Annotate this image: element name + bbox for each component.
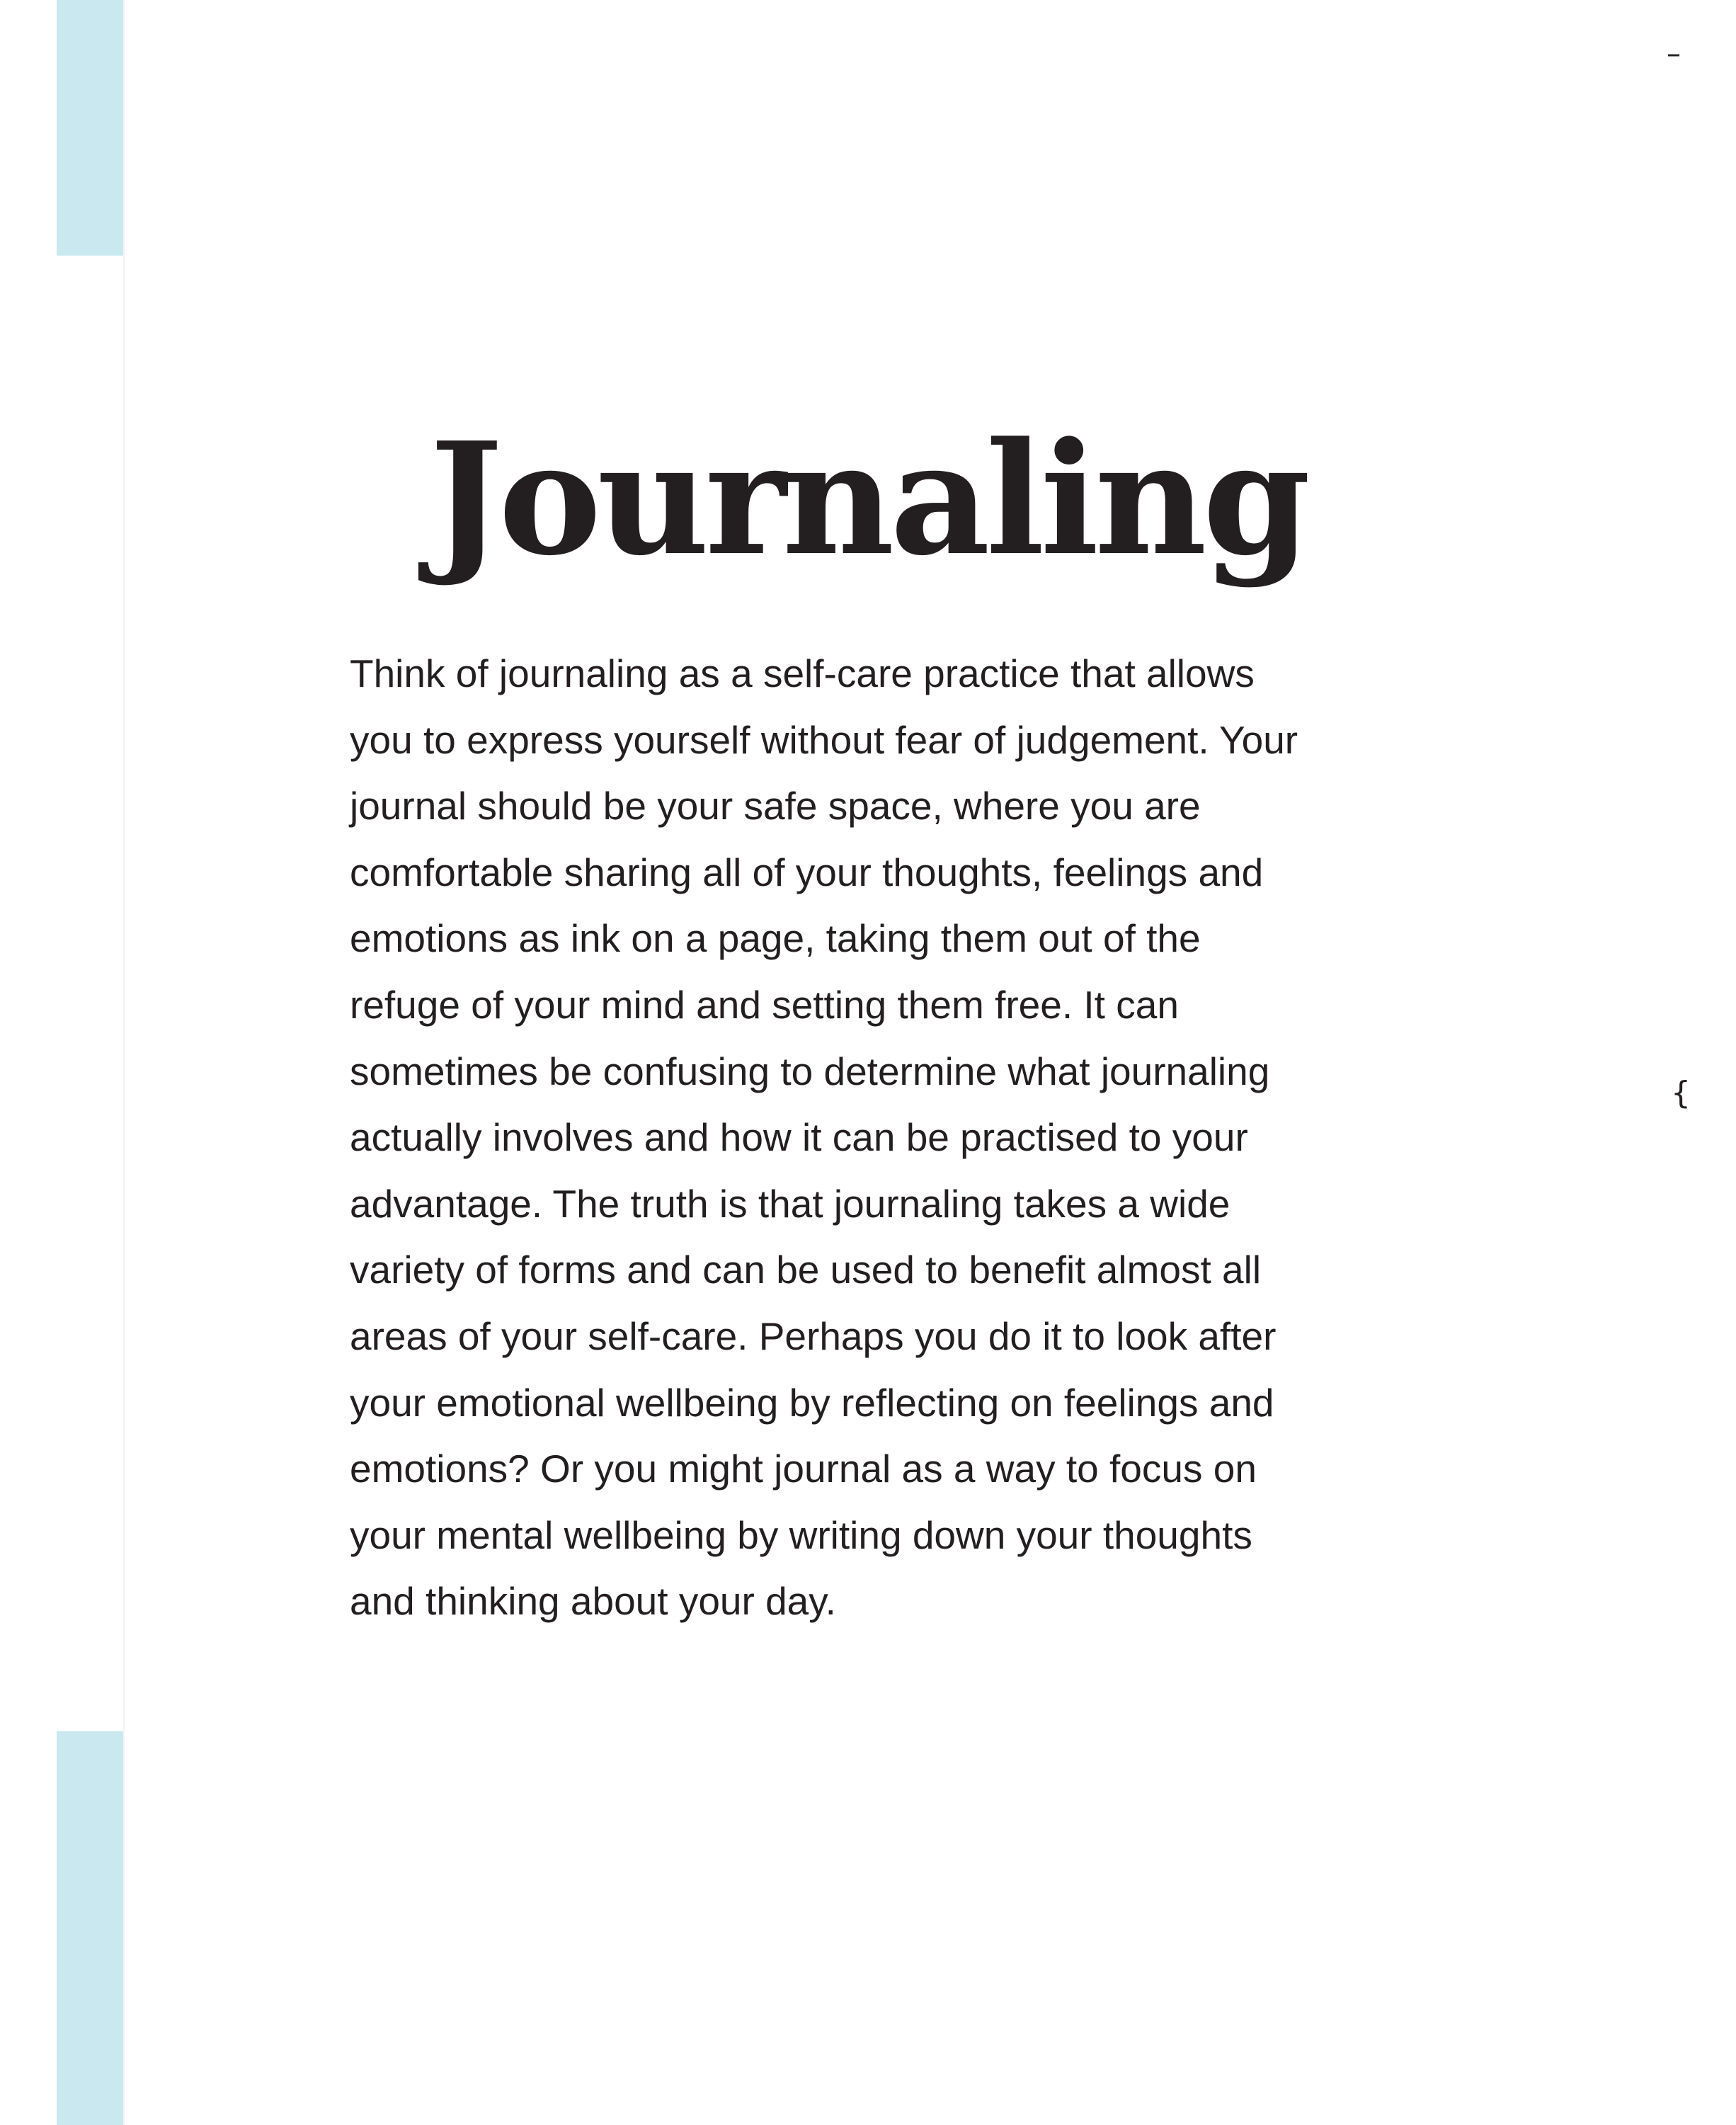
edge-brace-mark: { [1671,1075,1691,1111]
body-line: actually involves and how it can be practised to your [350,1115,1248,1160]
body-paragraph [350,641,1454,1635]
body-line: emotions? Or you might journal as a way to focus on [350,1447,1257,1491]
body-line: areas of your self-care. Perhaps you do it to look after [350,1314,1277,1358]
body-line: you to express yourself without fear of judgement. Your [350,717,1298,762]
accent-bar-bottom [57,1731,123,2125]
body-line: comfortable sharing all of your thoughts, feelings and [350,850,1264,894]
body-line: variety of forms and can be used to benefit almost all [350,1248,1262,1292]
body-line: journal should be your safe space, where you are [350,784,1201,828]
body-line: advantage. The truth is that journaling takes a wide [350,1181,1230,1226]
page-gutter-line [123,0,125,2125]
body-line: refuge of your mind and setting them free. It can [350,982,1179,1027]
accent-bar-top [57,0,123,256]
body-line: and thinking about your day. [350,1579,836,1624]
body-line: sometimes be confusing to determine what journaling [350,1049,1270,1093]
body-line: your emotional wellbeing by reflecting on feelings and [350,1380,1274,1425]
body-line: emotions as ink on a page, taking them out of the [350,916,1201,961]
edge-dash-mark: – [1667,38,1681,70]
body-line: your mental wellbeing by writing down your thoughts [350,1512,1252,1557]
page-title: Journaling [429,409,1307,590]
body-line: Think of journaling as a self-care practice that allows [350,651,1255,695]
